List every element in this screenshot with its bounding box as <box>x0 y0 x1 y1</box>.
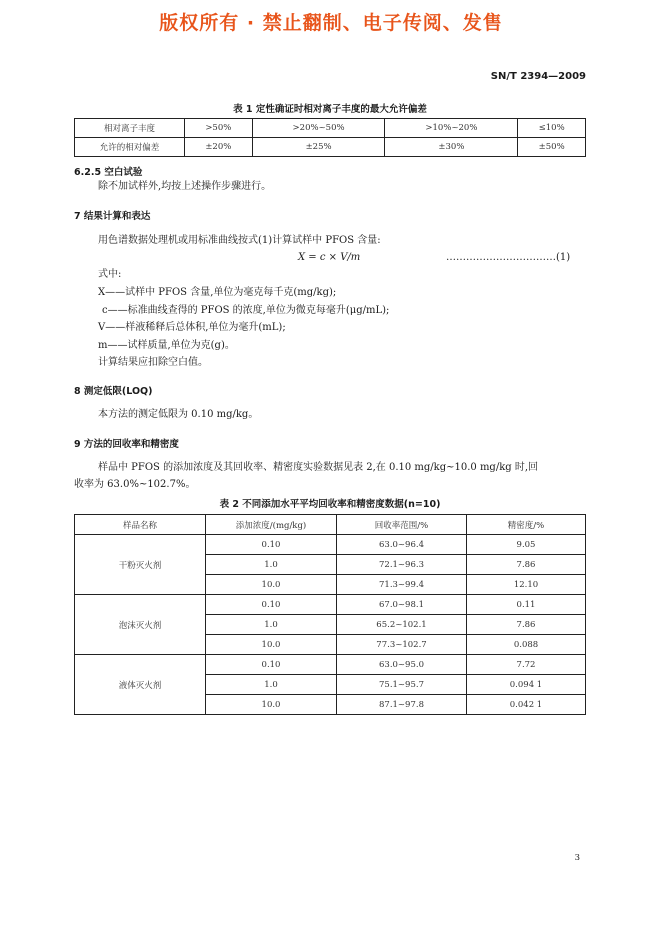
table1-caption: 表 1 定性确证时相对离子丰度的最大允许偏差 <box>233 104 427 115</box>
table-cell: 0.11 <box>467 595 586 615</box>
table-row <box>75 119 586 138</box>
column-header: 回收率范围/% <box>337 515 467 535</box>
section-8-heading: 8 测定低限(LOQ) <box>74 386 153 397</box>
table-cell: 77.3~102.7 <box>337 635 467 655</box>
column-header: 添加浓度/(mg/kg) <box>206 515 337 535</box>
table-cell: 87.1~97.8 <box>337 695 467 715</box>
table-header-row <box>75 515 586 535</box>
table-cell: 9.05 <box>467 535 586 555</box>
section-9-text-line1: 样品中 PFOS 的添加浓度及其回收率、精密度实验数据见表 2,在 0.10 mg/kg~10.0 mg/kg 时,回 <box>98 462 539 473</box>
section-7-intro: 用色谱数据处理机或用标准曲线按式(1)计算试样中 PFOS 含量: <box>98 235 381 246</box>
table-cell: 允许的相对偏差 <box>75 138 185 157</box>
table-cell: 65.2~102.1 <box>337 615 467 635</box>
formula-number: ……………………………(1) <box>446 252 571 263</box>
sample-name-cell: 泡沫灭火剂 <box>75 595 206 655</box>
table-row <box>75 535 586 555</box>
table-cell: ≤10% <box>518 119 586 138</box>
definition-x: X——试样中 PFOS 含量,单位为毫克每千克(mg/kg); <box>98 287 337 298</box>
section-7-heading: 7 结果计算和表达 <box>74 211 151 222</box>
table-cell: 1.0 <box>206 615 337 635</box>
page-number: 3 <box>574 853 580 863</box>
table-cell: >50% <box>185 119 253 138</box>
table-cell: 0.088 <box>467 635 586 655</box>
table-row <box>75 655 586 675</box>
table-cell: >10%~20% <box>385 119 518 138</box>
table-cell: 12.10 <box>467 575 586 595</box>
table-cell: 7.86 <box>467 615 586 635</box>
table-cell: 0.042 1 <box>467 695 586 715</box>
table-cell: ±30% <box>385 138 518 157</box>
table-cell: 0.10 <box>206 655 337 675</box>
table-cell: 63.0~96.4 <box>337 535 467 555</box>
blank-note: 计算结果应扣除空白值。 <box>98 357 208 368</box>
table-cell: 75.1~95.7 <box>337 675 467 695</box>
table-cell: 10.0 <box>206 575 337 595</box>
standard-number: SN/T 2394—2009 <box>490 71 586 82</box>
table-cell: 10.0 <box>206 695 337 715</box>
table-cell: 7.72 <box>467 655 586 675</box>
table-cell: 0.10 <box>206 595 337 615</box>
table-row <box>75 138 586 157</box>
table-cell: 相对离子丰度 <box>75 119 185 138</box>
table-cell: >20%~50% <box>252 119 385 138</box>
table-cell: ±20% <box>185 138 253 157</box>
table-cell: 67.0~98.1 <box>337 595 467 615</box>
definition-c: c——标准曲线查得的 PFOS 的浓度,单位为微克每毫升(μg/mL); <box>102 305 390 316</box>
table-cell: 1.0 <box>206 675 337 695</box>
table1 <box>74 118 586 157</box>
table-row <box>75 595 586 615</box>
section-625-heading: 6.2.5 空白试验 <box>74 167 143 178</box>
table2-caption: 表 2 不同添加水平平均回收率和精密度数据(n=10) <box>219 499 441 510</box>
watermark-banner: 版权所有 · 禁止翻制、电子传阅、发售 <box>159 12 503 34</box>
table-cell: 0.094 1 <box>467 675 586 695</box>
formula-where: 式中: <box>98 269 122 280</box>
table-cell: 1.0 <box>206 555 337 575</box>
table-cell: ±50% <box>518 138 586 157</box>
table-cell: 72.1~96.3 <box>337 555 467 575</box>
table-cell: 0.10 <box>206 535 337 555</box>
section-625-text: 除不加试样外,均按上述操作步骤进行。 <box>98 181 272 192</box>
table-cell: 63.0~95.0 <box>337 655 467 675</box>
table-cell: 7.86 <box>467 555 586 575</box>
table-cell: 10.0 <box>206 635 337 655</box>
sample-name-cell: 干粉灭火剂 <box>75 535 206 595</box>
definition-m: m——试样质量,单位为克(g)。 <box>98 340 235 351</box>
formula: X = c × V/m <box>298 252 361 263</box>
column-header: 样品名称 <box>75 515 206 535</box>
column-header: 精密度/% <box>467 515 586 535</box>
section-8-text: 本方法的测定低限为 0.10 mg/kg。 <box>98 409 259 420</box>
table2 <box>74 514 586 715</box>
section-9-heading: 9 方法的回收率和精密度 <box>74 439 179 450</box>
table-cell: 71.3~99.4 <box>337 575 467 595</box>
sample-name-cell: 液体灭火剂 <box>75 655 206 715</box>
table-cell: ±25% <box>252 138 385 157</box>
definition-v: V——样液稀释后总体积,单位为毫升(mL); <box>98 322 286 333</box>
section-9-text-line2: 收率为 63.0%~102.7%。 <box>74 479 196 490</box>
